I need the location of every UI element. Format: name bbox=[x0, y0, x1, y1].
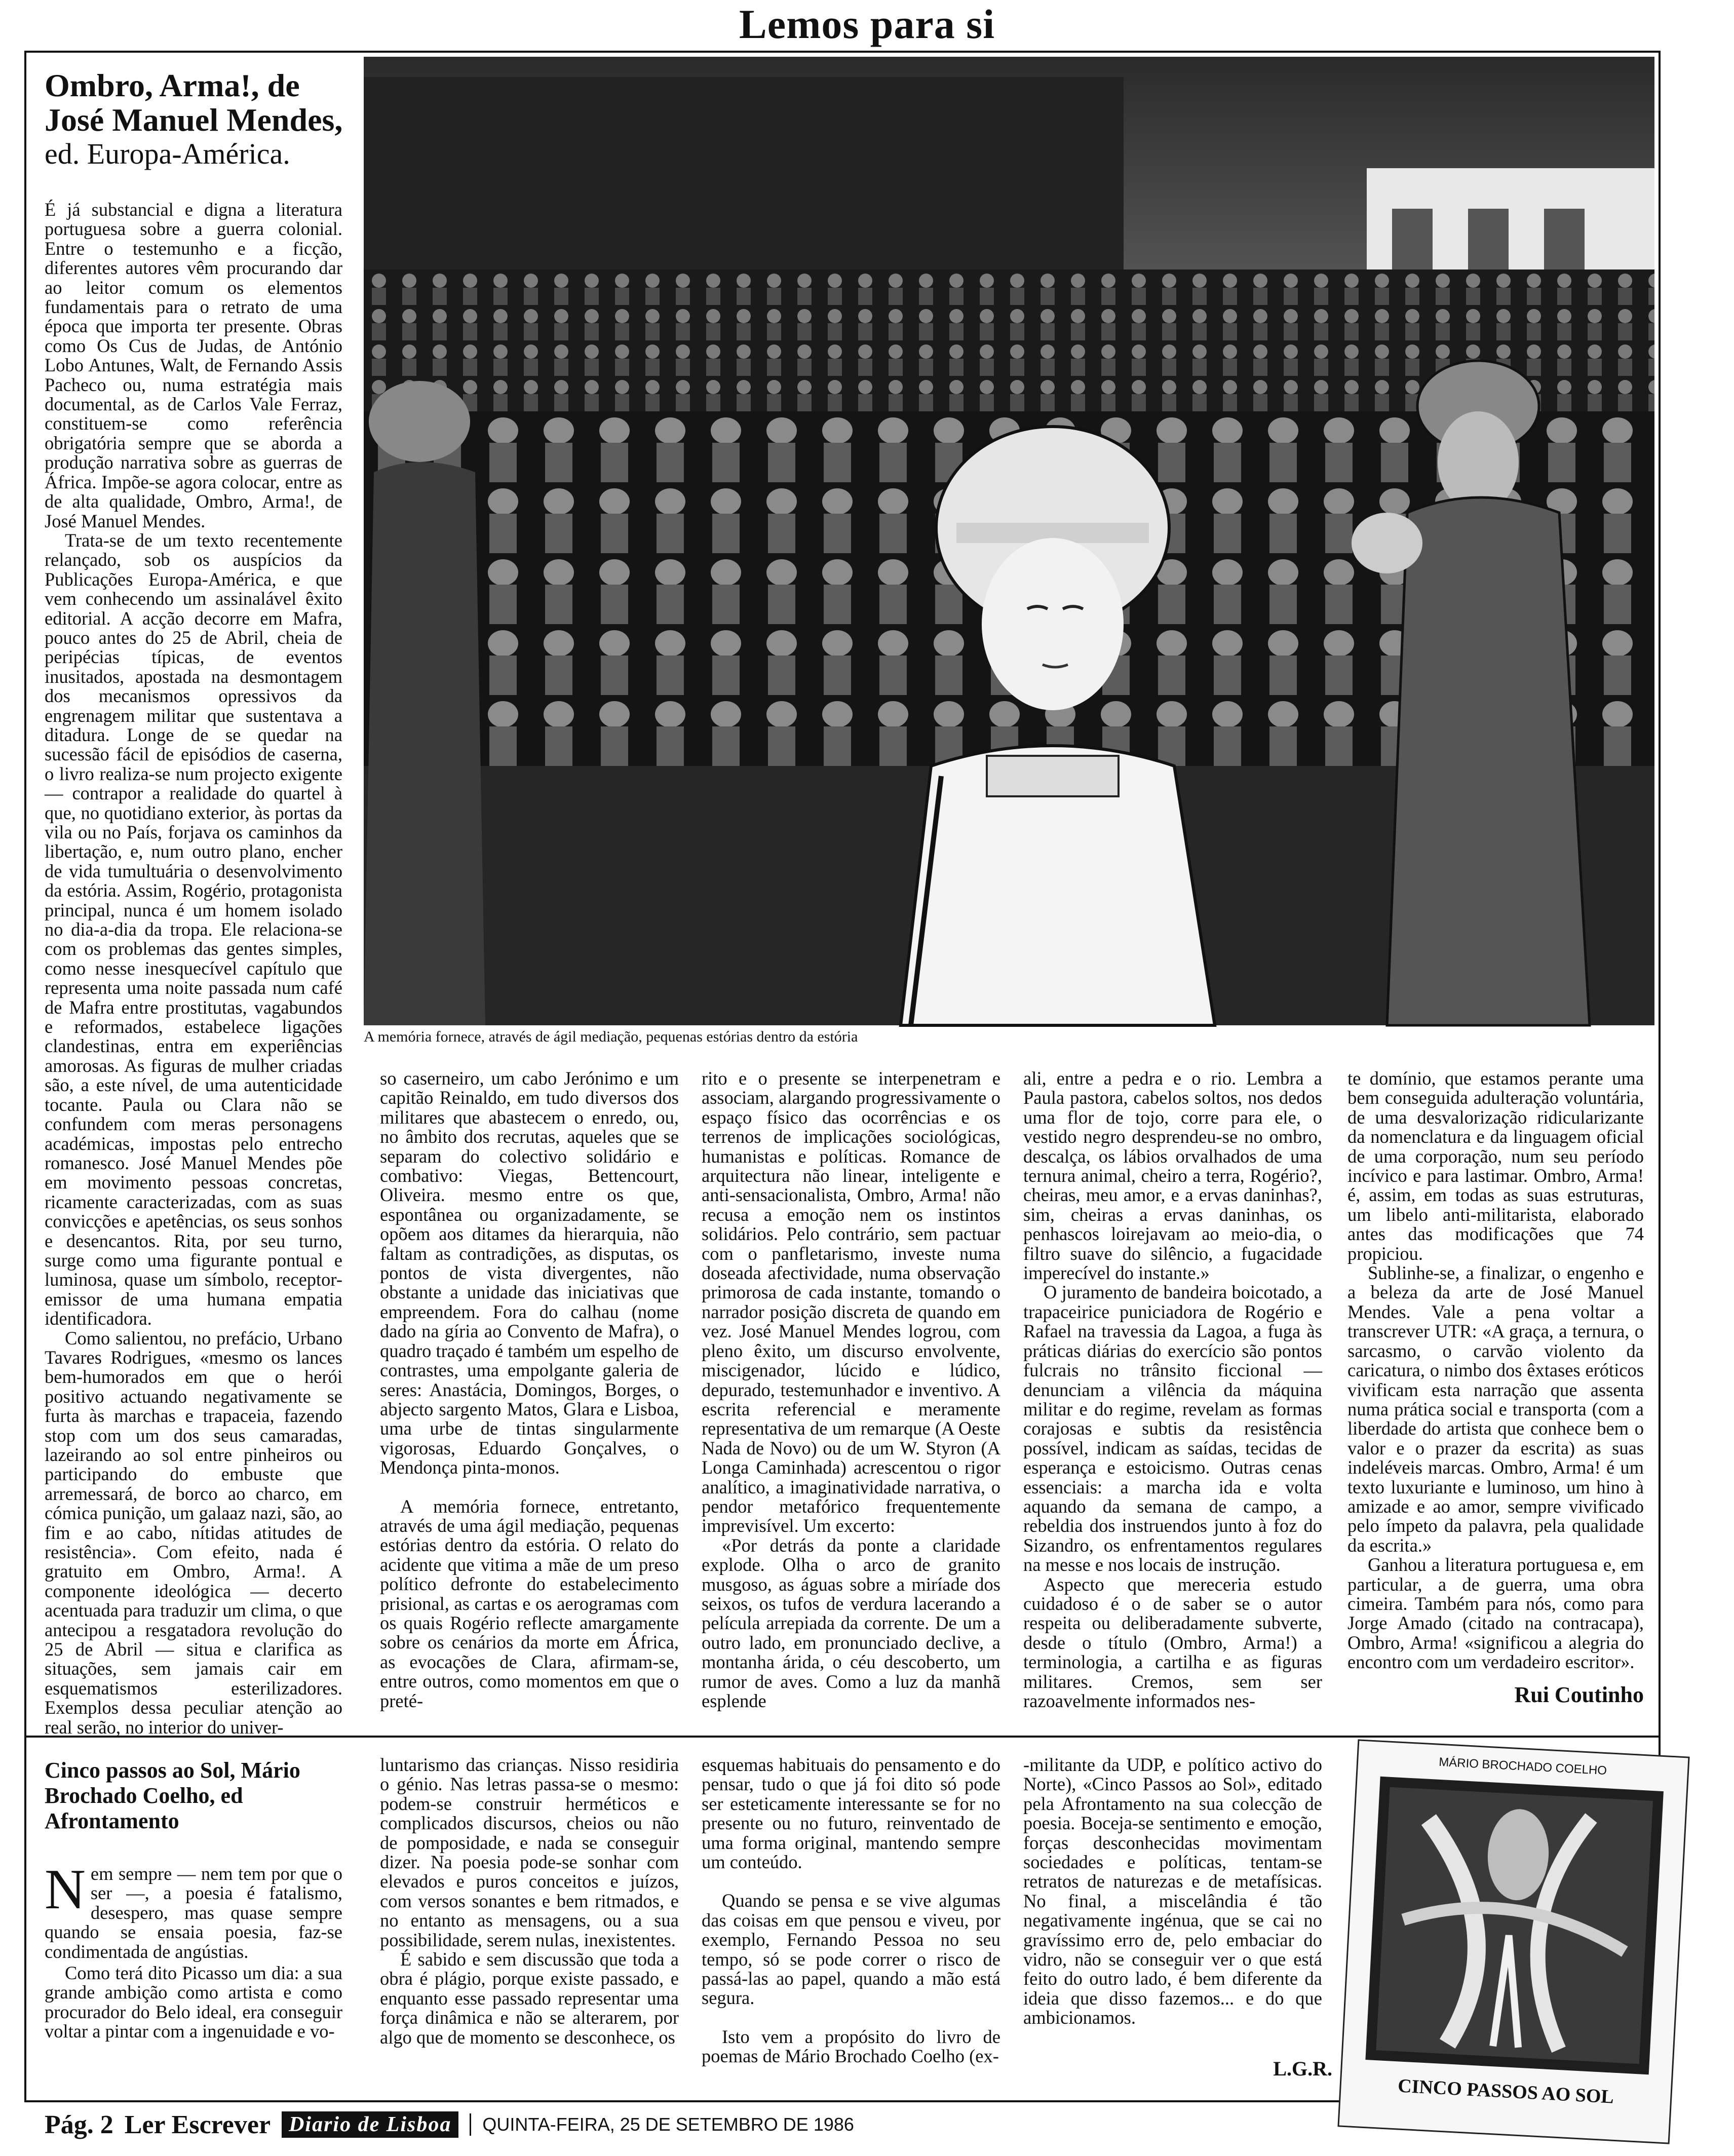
paragraph: Como terá dito Picasso um dia: a sua grande ambição como artista e como procurador do Belo ideal, era conseguir voltar a pintar com a ingenuidade e vo- bbox=[45, 1962, 342, 2042]
book-cover-title: CINCO PASSOS AO SOL bbox=[1397, 2075, 1614, 2108]
footer-divider bbox=[470, 2113, 471, 2136]
book-cover-author: MÁRIO BROCHADO COELHO bbox=[1438, 1755, 1607, 1778]
review-column-1 bbox=[45, 1858, 342, 2087]
article-column-2 bbox=[380, 1069, 679, 1717]
review-column-4 bbox=[1023, 1754, 1322, 2028]
section-name: Ler Escrever bbox=[124, 2110, 271, 2139]
article-column-5 bbox=[1347, 1068, 1644, 1673]
paragraph: O juramento de bandeira boicotado, a trapaceirice puniciadora de Rogério e Rafael na travessia da Lagoa, a fuga às práticas diárias do exercício são pontos fulcrais no trânsito ficcional — denunciam a vilência da máquina militar e do regime, revelam as formas corajosas e subtis da resistência possível, indicam as saídas, tecidas de esperança e estoicismo. Outras cenas essenciais: a marcha ida e volta aquando da semana de campo, a rebeldia dos instruendos junto à foz do Sizandro, os enfrentamentos regulares na messe e nos locais de instrução. bbox=[1023, 1282, 1322, 1575]
paragraph: A memória fornece, entretanto, através de uma ágil mediação, pequenas estórias dentro da estória. O relato do acidente que vitima a mãe de um preso político defronte do estabelecimento prisional, as cartas e os aerogramas com os quais Rogério reflecte amargamente sobre os cenários da morte em África, as evocações de Clara, afirmam-se, entre outros, como momentos em que o preté- bbox=[380, 1495, 679, 1711]
article-title: Ombro, Arma!, de José Manuel Mendes, bbox=[45, 67, 343, 138]
soldiers-photo bbox=[364, 57, 1654, 1025]
page-header-title: Lemos para si bbox=[739, 1, 995, 47]
article-publisher: ed. Europa-América. bbox=[45, 137, 290, 170]
book-cover bbox=[1337, 1739, 1689, 2144]
paragraph: so caserneiro, um cabo Jerónimo e um capitão Reinaldo, em tudo diversos dos militares que abastecem o enredo, ou, no âmbito dos recrutas, aqueles que se separam do colectivo solidário e combativo: Viegas, Bettencourt, Oliveira. mesmo entre os que, espontânea ou organizadamente, se opõem aos ditames da hierarquia, não faltam as contradições, as disputas, os pontos de vista divergentes, não obstante a unidade das iniciativas que empreendem. Fora do calhau (nome dado na gíria ao Convento de Mafra), o quadro traçado é também um espelho de contrastes, uma empolgante galeria de seres: Anastácia, Domingos, Borges, o abjecto sargento Matos, Glara e Lisboa, uma urbe de tintas singularmente vigorosas, Eduardo Gonçalves, o Mendonça pinta-monos. bbox=[380, 1068, 679, 1478]
paragraph: Sublinhe-se, a finalizar, o engenho e a beleza da arte de José Manuel Mendes. Vale a pena voltar a transcrever UTR: «A graça, a ternura, o sarcasmo, o carvão violento da caricatura, o nimbo dos êxtases eróticos vivificam esta narração que assenta numa prática social e transporta (com a liberdade do artista que conhece bem o valor e o prazer da escrita) as suas indeléveis marcas. Ombro, Arma! é um texto luxuriante e luminoso, um hino à amizade e ao amor, sempre vivificado pelo ímpeto da palavra, pela qualidade da escrita.» bbox=[1347, 1262, 1644, 1556]
publication-date: QUINTA-FEIRA, 25 DE SETEMBRO DE 1986 bbox=[482, 2114, 854, 2135]
soldiers-photo-image bbox=[364, 57, 1654, 1025]
photo-caption: A memória fornece, através de ágil mediação, pequenas estórias dentro da estória bbox=[364, 1028, 858, 1045]
paragraph: esquemas habituais do pensamento e do pensar, tudo o que já foi dito só pode ser esteticamente interessante se for no presente ou no futuro, reinventado de uma forma original, mantendo sempre um conteúdo. bbox=[702, 1754, 1000, 1873]
paragraph: Aspecto que mereceria estudo cuidadoso é o de saber se o autor respeita ou deliberadamente subverte, desde o título (Ombro, Arma!) a terminologia, a cartilha e as figuras militares. Cremos, sem ser razoavelmente informados nes- bbox=[1023, 1573, 1322, 1711]
paragraph: «Por detrás da ponte a claridade explode. Olha o arco de granito musgoso, as águas sobre a miríade dos seixos, os tufos de verdura lacerando a película arrepiada da corrente. De um a outro lado, em pronunciado declive, a montanha árida, o céu descoberto, um rumor de aves. Como a luz da manhã esplende bbox=[702, 1534, 1000, 1711]
paragraph: É já substancial e digna a literatura portuguesa sobre a guerra colonial. Entre o testemunho e a ficção, diferentes autores vêm procurando dar ao leitor comum os elementos fundamentais para o retrato de uma época que importa ter presente. Obras como Os Cus de Judas, de António Lobo Antunes, Walt, de Fernando Assis Pacheco ou, numa estratégia mais documental, as de Carlos Vale Ferraz, constituem-se como referência obrigatória sempre que se aborda a produção narrativa sobre as guerras de África. Impõe-se agora colocar, entre as de alta qualidade, Ombro, Arma!, de José Manuel Mendes. bbox=[45, 199, 342, 531]
review-column-2 bbox=[380, 1755, 679, 2095]
paragraph: Como salientou, no prefácio, Urbano Tavares Rodrigues, «mesmo os lances bem-humorados em que o herói positivo actuando negativamente se furta às marchas e trapaceia, fazendo stop com um dos seus camaradas, lazeirando ao sol entre pinheiros ou participando do embuste que arremessará, de borco ao charco, em cómica punição, um galaaz nazi, são, ao fim e ao cabo, nítidas atitudes de resistência». Com efeito, nada é gratuito em Ombro, Arma!. A componente ideológica — decerto acentuada para traduzir um clima, o que antecipou a resgatadora revolução do 25 de Abril — situa e clarifica as situações, sem jamais cair em esquematismos esterilizadores. Exemplos dessa peculiar atenção ao real serão, no interior do univer- bbox=[45, 1327, 342, 1738]
newspaper-masthead: Diario de Lisboa bbox=[282, 2111, 458, 2138]
review-column-3 bbox=[702, 1755, 1000, 2095]
paragraph: Trata-se de um texto recentemente relançado, sob os auspícios da Publicações Europa-América, e que vem conhecendo um assinalável êxito editorial. A acção decorre em Mafra, pouco antes do 25 de Abril, cheia de peripécias típicas, de eventos inusitados, apostada na desmontagem dos mecanismos opressivos da engrenagem militar que sustentava a ditadura. Longe de se quedar na sucessão fácil de episódios de caserna, o livro realiza-se num projecto exigente — contrapor a realidade do quartel à que, no quotidiano exterior, às portas da vila ou no País, forjava os caminhos da libertação, e, num outro plano, encher de vida tumultuária o desenvolvimento da estória. Assim, Rogério, protagonista principal, nunca é um homem isolado no dia-a-dia da tropa. Ele relaciona-se com os problemas das gentes simples, como nesse inesquecível capítulo que representa uma noite passada num café de Mafra entre prostitutas, vagabundos e reformados, estabelece ligações clandestinas, entra em experiências amorosas. As figuras de mulher criadas são, a este nível, de uma autenticidade tocante. Paula ou Clara não se confundem com meras personagens académicas, impostas pelo entrecho romanesco. José Manuel Mendes põe em movimento pessoas concretas, ricamente caracterizadas, com as suas convicções e apetências, os seus sonhos e desencantos. Rita, por seu turno, surge como uma figurante pontual e luminosa, quase um símbolo, receptor-emissor de uma humana empatia identificadora. bbox=[45, 529, 342, 1329]
page-number: Pág. 2 bbox=[45, 2110, 113, 2139]
article-column-1 bbox=[45, 199, 342, 1738]
article-column-4 bbox=[1023, 1069, 1322, 1717]
paragraph: É sabido e sem discussão que toda a obra é plágio, porque existe passado, e enquanto esse passado representar uma força dinâmica e não se alterarem, por algo que de momento se desconhece, os bbox=[380, 1949, 679, 2048]
paragraph: Ganhou a literatura portuguesa e, em particular, a de guerra, uma obra cimeira. Também para nós, como para Jorge Amado (citado na contracapa), Ombro, Arma! «significou a alegria do encontro com um verdadeiro escritor». bbox=[1347, 1554, 1644, 1673]
book-cover-artwork bbox=[1365, 1777, 1664, 2075]
article-title-block bbox=[45, 68, 349, 171]
paragraph: ali, entre a pedra e o rio. Lembra a Paula pastora, cabelos soltos, nos dedos uma flor de tojo, corre para ele, o vestido negro desprendeu-se no ombro, descalça, os lábios orvalhados de uma ternura animal, cheiro a terra, Rogério?, cheiras, meu amor, e a ervas daninhas?, sim, cheiras a ervas daninhas, os penhascos loirejavam ao meio-dia, o filtro suave do silêncio, a fugacidade imperecível do instante.» bbox=[1023, 1068, 1322, 1284]
page-footer bbox=[45, 2108, 854, 2141]
paragraph: rito e o presente se interpenetram e associam, alargando progressivamente o espaço físico das ocorrências e os terrenos de implicações sociológicas, humanistas e políticas. Romance de arquitectura não linear, inteligente e anti-sensacionalista, Ombro, Arma! não recusa a emoção nem os instintos solidários. Pelo contrário, sem pactuar com o panfletarismo, investe numa doseada afectividade, numa observação primorosa de cada instante, tomando o narrador posição discreta de quando em vez. José Manuel Mendes logrou, com pleno êxito, um discurso envolvente, miscigenador, lúcido e lúdico, depurado, testemunhador e inventivo. A escrita referencial e meramente representativa de um remarque (A Oeste Nada de Novo) ou de um W. Styron (A Longa Caminhada) acrescentou o rigor analítico, a imaginatividade narrativa, o pendor metafórico frequentemente imprevisível. Um excerto: bbox=[702, 1068, 1000, 1536]
article-column-3 bbox=[702, 1069, 1000, 1717]
review-author: L.G.R. bbox=[1273, 2057, 1332, 2080]
review-title: Cinco passos ao Sol, Mário Brochado Coelho, ed Afrontamento bbox=[45, 1758, 300, 1833]
paragraph: te domínio, que estamos perante uma bem conseguida adulteração voluntária, de uma desvalorização ridicularizante da nomenclatura e da linguagem oficial de uma corporação, num seu período incívico e para lastimar. Ombro, Arma! é, assim, em todas as suas estruturas, um libelo anti-militarista, elaborado antes das modificações que 74 propiciou. bbox=[1347, 1068, 1644, 1264]
paragraph: Isto vem a propósito do livro de poemas de Mário Brochado Coelho (ex- bbox=[702, 2026, 1000, 2067]
paragraph: luntarismo das crianças. Nisso residiria o génio. Nas letras passa-se o mesmo: podem-se construir herméticos e complicados discursos, cheios ou não de pomposidade, e nada se conseguir dizer. Na poesia pode-se sonhar com elevados e puros conceitos e juízos, com versos sonantes e bem ritmados, e no entanto as mensagens, ou a sua possibilidade, serem nulas, inexistentes. bbox=[380, 1754, 679, 1950]
paragraph: Quando se pensa e se vive algumas das coisas em que pensou e viveu, por exemplo, Fernando Pessoa no seu tempo, só se pode correr o risco de passá-las ao papel, quando a mão está segura. bbox=[702, 1890, 1000, 2009]
article-author: Rui Coutinho bbox=[1514, 1682, 1644, 1707]
paragraph: -militante da UDP, e político activo do Norte), «Cinco Passos ao Sol», editado pela Afrontamento na sua colecção de poesia. Boceja-se sentimento e emoção, forças desconhecidas movimentam sociedades e políticas, tentam-se retratos de naturezas e de metafísicas. No final, a miscelândia é tão negativamente ingénua, que se cai no gravíssimo erro de, pelo embaciar do vidro, não se conseguir ver o que está feito do outro lado, é bem diferente da ideia que disso fazemos... e do que ambicionamos. bbox=[1023, 1754, 1322, 2028]
drop-cap: N bbox=[45, 1858, 86, 1921]
paragraph: em sempre — nem tem por que o ser —, a poesia é fatalismo, desespero, mas quase sempre quando se ensaia poesia, faz-se condimentada de angústias. bbox=[45, 1863, 342, 1962]
